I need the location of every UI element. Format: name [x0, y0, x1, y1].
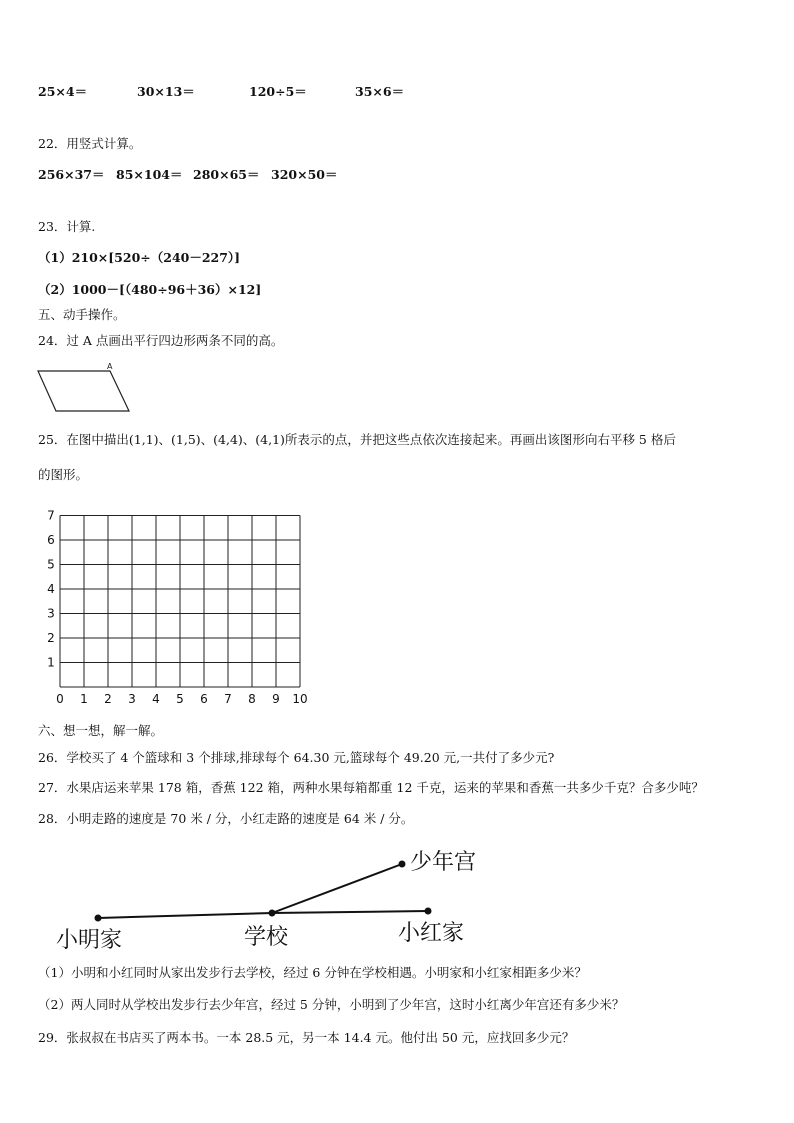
- mental-expr-1: 25×4＝: [38, 84, 88, 99]
- q23-item-1: （1）210×[520÷（240－227）]: [38, 250, 241, 265]
- section-6-heading: 六、想一想，解一解。: [38, 723, 164, 738]
- grid-x-tick-label: 3: [128, 692, 136, 706]
- q28-title: 28．小明走路的速度是 70 米 / 分，小红走路的速度是 64 米 / 分。: [38, 811, 414, 826]
- palace-point: [399, 861, 406, 868]
- grid-x-tick-label: 4: [152, 692, 160, 706]
- xiaoming-home-label: 小明家: [56, 928, 123, 953]
- mental-expr-2: 30×13＝: [137, 84, 195, 99]
- route-diagram: [40, 840, 520, 955]
- grid-y-tick-label: 2: [47, 631, 55, 645]
- road-school-xiaohong: [272, 911, 428, 913]
- mental-expr-3: 120÷5＝: [249, 84, 307, 99]
- grid-x-tick-label: 7: [224, 692, 232, 706]
- point-a-label: A: [107, 362, 113, 371]
- q22-title: 22．用竖式计算。: [38, 136, 142, 151]
- grid-x-tick-label: 9: [272, 692, 280, 706]
- q25-text-line-1: 25．在图中描出(1,1)、(1,5)、(4,4)、(4,1)所表示的点，并把这些点依次连接起来。再画出该图形向右平移 5 格后: [38, 432, 676, 447]
- grid-y-tick-label: 1: [47, 655, 55, 670]
- q29-text: 29．张叔叔在书店买了两本书。一本 28.5 元，另一本 14.4 元。他付出 50 元，应找回多少元？: [38, 1030, 575, 1045]
- mental-expr-4: 35×6＝: [355, 84, 405, 99]
- grid-y-tick-label: 4: [47, 582, 55, 596]
- grid-y-tick-label: 3: [47, 606, 55, 621]
- q27-text: 27．水果店运来苹果 178 箱，香蕉 122 箱，两种水果每箱都重 12 千克，运来的苹果和香蕉一共多少千克？合多少吨？: [38, 780, 704, 795]
- road-xiaoming-school: [98, 913, 272, 918]
- q22-expr-1: 256×37＝: [38, 167, 105, 182]
- parallelogram-figure: [34, 362, 134, 416]
- q22-expr-4: 320×50＝: [271, 167, 338, 182]
- q23-item-2: （2）1000－[（480÷96＋36）×12]: [38, 282, 262, 297]
- school-label: 学校: [244, 925, 289, 950]
- xiaoming-home-point: [95, 915, 102, 922]
- coordinate-grid: [40, 505, 315, 710]
- grid-x-tick-label: 2: [104, 692, 112, 706]
- q23-title: 23．计算.: [38, 219, 96, 234]
- grid-x-tick-label: 5: [176, 692, 184, 706]
- grid-x-tick-label: 10: [292, 692, 308, 706]
- q25-text-line-2: 的图形。: [38, 467, 89, 482]
- grid-y-tick-label: 7: [47, 508, 55, 523]
- q28-sub-2: （2）两人同时从学校出发步行去少年宫，经过 5 分钟，小明到了少年宫，这时小红离少年宫还有多少米？: [38, 997, 625, 1012]
- q24-title: 24．过 A 点画出平行四边形两条不同的高。: [38, 333, 284, 348]
- grid-x-tick-label: 6: [200, 692, 208, 706]
- q26-text: 26．学校买了 4 个篮球和 3 个排球,排球每个 64.30 元,篮球每个 49.20 元,一共付了多少元?: [38, 750, 555, 765]
- grid-x-tick-label: 0: [56, 692, 64, 706]
- grid-x-tick-label: 8: [248, 692, 256, 706]
- palace-label: 少年宫: [410, 850, 477, 875]
- school-point: [269, 910, 276, 917]
- q22-expr-2: 85×104＝: [116, 167, 183, 182]
- grid-x-tick-label: 1: [80, 692, 88, 706]
- q28-sub-1: （1）小明和小红同时从家出发步行去学校，经过 6 分钟在学校相遇。小明家和小红家相距多少米？: [38, 965, 587, 980]
- xiaohong-home-label: 小红家: [398, 921, 465, 946]
- section-5-heading: 五、动手操作。: [38, 307, 126, 322]
- q22-expr-3: 280×65＝: [193, 167, 260, 182]
- road-school-palace: [272, 864, 402, 913]
- grid-y-tick-label: 6: [47, 533, 55, 547]
- grid-y-tick-label: 5: [47, 557, 55, 572]
- parallelogram: [38, 371, 129, 411]
- xiaohong-home-point: [425, 908, 432, 915]
